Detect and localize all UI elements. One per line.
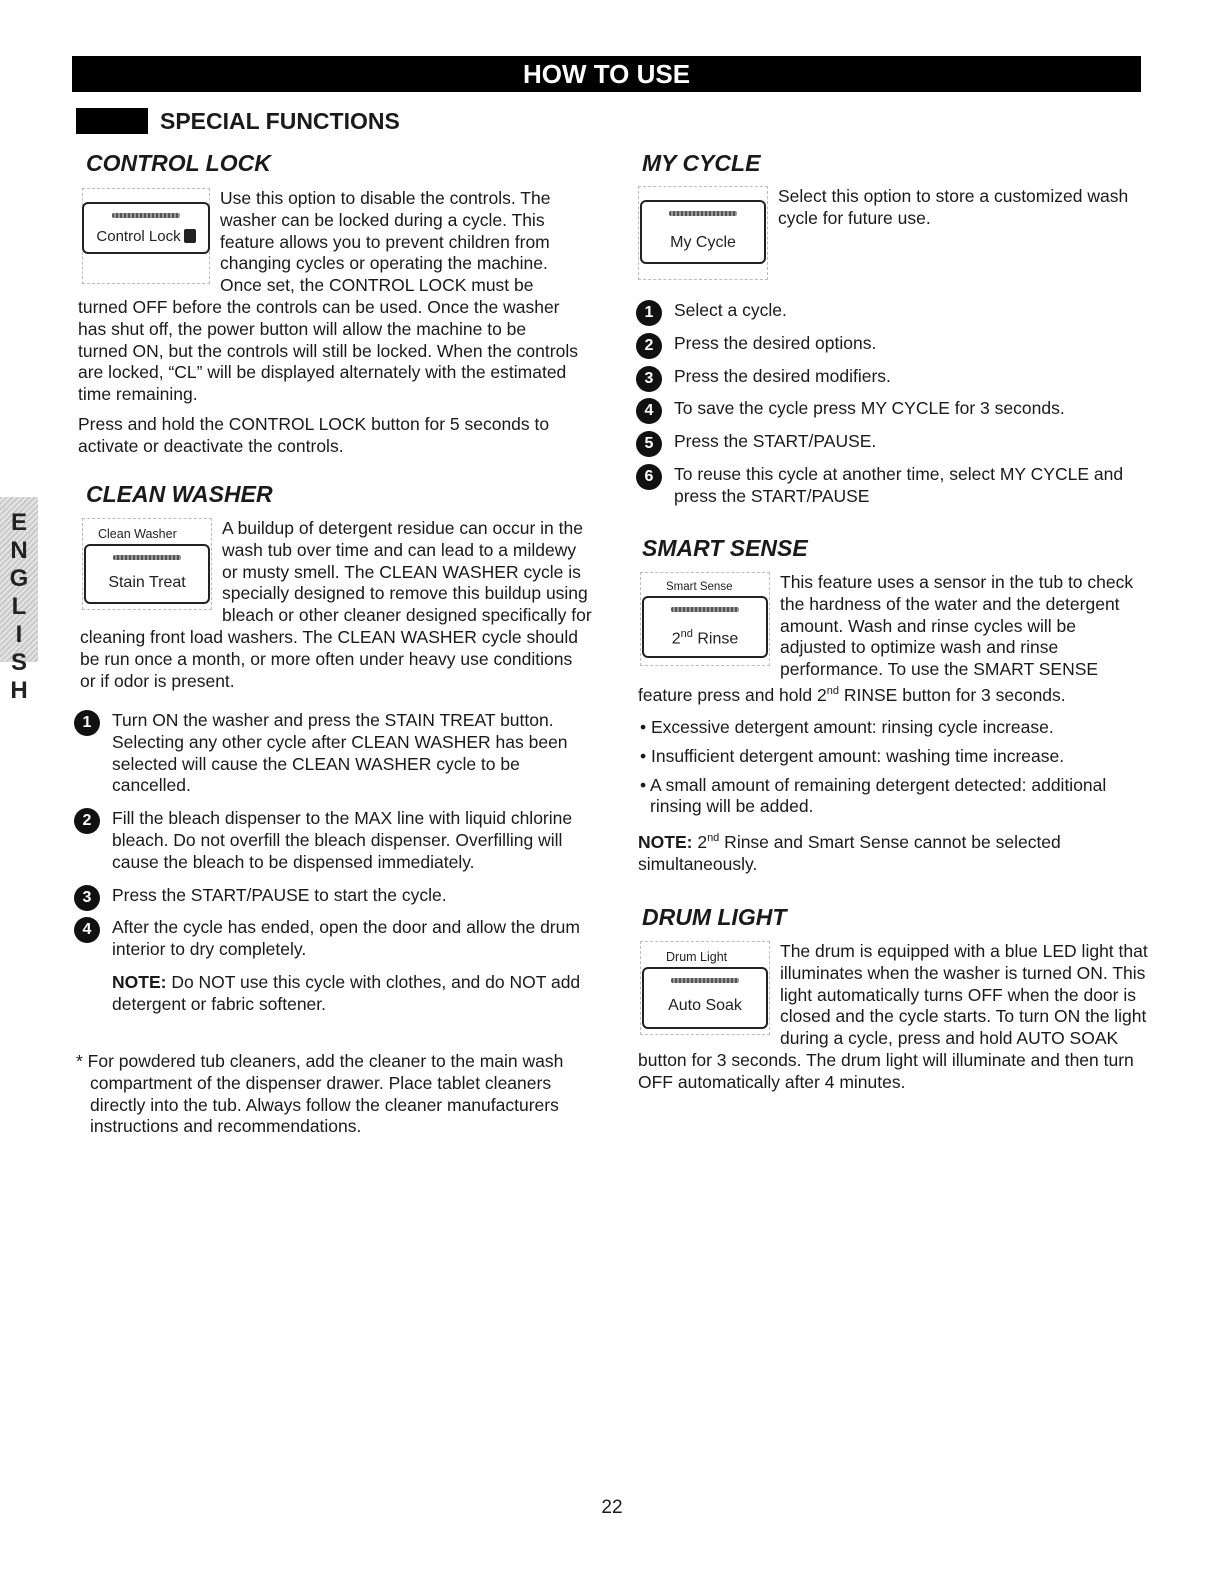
step-number-icon: 4 — [636, 398, 662, 424]
note-b: Rinse and Smart Sense cannot be selected simultaneously. — [638, 831, 1061, 874]
section-header — [76, 106, 400, 136]
side-tab-letters — [3, 509, 35, 705]
note-sup: nd — [707, 832, 720, 844]
control-lock-key-text: Control Lock — [96, 228, 181, 245]
note-text: Do NOT use this cycle with clothes, and do NOT add detergent or fabric softener. — [112, 971, 581, 1014]
step-text: To save the cycle press MY CYCLE for 3 seconds. — [674, 398, 1065, 419]
my-cycle-steps — [636, 300, 1156, 519]
section-bar — [76, 108, 148, 134]
step-text: After the cycle has ended, open the door and allow the drum interior to dry completely. — [112, 917, 580, 960]
step-number-icon: 1 — [74, 710, 100, 736]
drum-light-button-graphic — [638, 941, 772, 1035]
drum-light-top-label: Drum Light — [666, 950, 728, 964]
step-number-icon: 2 — [636, 333, 662, 359]
my-cycle-key — [640, 200, 766, 264]
second-rinse-key-label — [644, 624, 766, 650]
clean-washer-title: CLEAN WASHER — [86, 481, 273, 507]
indicator-line — [112, 213, 180, 218]
control-lock-para2: Press and hold the CONTROL LOCK button for 5 seconds to activate or deactivate the controls. — [78, 413, 550, 456]
auto-soak-key — [642, 967, 768, 1029]
side-tab-letter: I — [15, 621, 23, 648]
step-number-icon: 5 — [636, 431, 662, 457]
side-tab-letter: L — [11, 593, 27, 620]
smart-sense-top-label: Smart Sense — [666, 581, 733, 593]
smart-sense-title: SMART SENSE — [642, 535, 808, 561]
my-cycle-button-graphic — [636, 186, 770, 280]
step-number-icon: 6 — [636, 464, 662, 490]
step-number-icon: 3 — [74, 885, 100, 911]
step-item — [636, 333, 1156, 355]
section-title: SPECIAL FUNCTIONS — [160, 107, 400, 134]
control-lock-para1: Use this option to disable the controls. The washer can be locked during a cycle. This feature allows you to prevent children from changing cycles or operating the machine. Once set, the CONTROL LOCK must be turned OFF before the controls can be used. Once the washer has shut off, the power button will allow the machine to be turned ON, but the controls will still be locked. When the controls are locked, “CL” will be displayed alternately with the estimated time remaining. — [78, 188, 578, 405]
rinse-sup: nd — [680, 628, 693, 640]
note-label: NOTE: — [112, 971, 167, 992]
step-item — [636, 300, 1156, 322]
smart-sense-text — [638, 572, 1138, 715]
my-cycle-para: Select this option to store a customized wash cycle for future use. — [778, 186, 1129, 228]
bullet-item: • Excessive detergent amount: rinsing cycle increase. — [640, 717, 1054, 737]
step-item — [636, 431, 1156, 453]
auto-soak-key-label: Auto Soak — [668, 997, 742, 1014]
step-number-icon: 1 — [636, 300, 662, 326]
side-tab-letter: N — [10, 537, 28, 564]
drum-light-para: The drum is equipped with a blue LED light that illuminates when the washer is turned ON. This light automatically turns OFF when the door is closed and the cycle starts. To turn ON the light during a cycle, press and hold AUTO SOAK button for 3 seconds. The drum light will illuminate and then turn OFF automatically after 4 minutes. — [638, 941, 1148, 1092]
clean-washer-button-graphic — [80, 518, 214, 612]
smart-sense-para-b: RINSE button for 3 seconds. — [839, 684, 1066, 705]
side-tab-letter: E — [10, 509, 27, 536]
control-lock-title: CONTROL LOCK — [86, 150, 271, 176]
step-item — [636, 366, 1156, 388]
step-text: Press the START/PAUSE. — [674, 431, 877, 452]
clean-washer-top-label: Clean Washer — [98, 527, 177, 541]
note-item — [74, 972, 594, 1016]
step-number-icon: 3 — [636, 366, 662, 392]
my-cycle-title: MY CYCLE — [642, 150, 761, 176]
control-lock-text — [78, 188, 578, 466]
second-rinse-key — [642, 596, 768, 658]
control-lock-key-label — [84, 226, 208, 248]
side-tab-letter: H — [10, 677, 28, 704]
drum-light-text — [638, 941, 1150, 1102]
side-tab-letter: G — [9, 565, 29, 592]
drum-light-title: DRUM LIGHT — [642, 904, 787, 930]
clean-washer-steps — [74, 710, 594, 1027]
step-item — [74, 808, 594, 873]
step-item — [74, 917, 594, 961]
step-text: Press the desired modifiers. — [674, 365, 891, 386]
step-item — [636, 398, 1156, 420]
indicator-line — [671, 607, 739, 612]
step-text: To reuse this cycle at another time, select MY CYCLE and press the START/PAUSE — [674, 463, 1124, 506]
step-text: Press the START/PAUSE to start the cycle. — [112, 884, 447, 905]
step-number-icon: 4 — [74, 917, 100, 943]
page-banner: HOW TO USE — [72, 56, 1141, 92]
clean-washer-text — [80, 518, 592, 700]
my-cycle-key-label: My Cycle — [670, 234, 736, 251]
bullet-item: • A small amount of remaining detergent detected: additional rinsing will be added. — [640, 774, 1107, 817]
step-text: Select a cycle. — [674, 300, 787, 320]
stain-treat-key-label: Stain Treat — [108, 574, 186, 591]
page-number: 22 — [601, 1497, 623, 1518]
step-item — [74, 710, 594, 797]
smart-sense-bullets — [640, 717, 1150, 825]
step-text: Turn ON the washer and press the STAIN TREAT button. Selecting any other cycle after CLEAN WASHER has been selected will cause the CLEAN WASHER cycle to be cancelled. — [112, 710, 568, 796]
smart-sense-note — [638, 828, 1138, 875]
smart-sense-para-a: This feature uses a sensor in the tub to check the hardness of the water and the detergent amount. Wash and rinse cycles will be adjusted to optimize wash and rinse performance. To use the SMART SENSE feature press and hold 2 — [638, 572, 1134, 705]
smart-sense-para-sup: nd — [826, 684, 839, 697]
clean-washer-para: A buildup of detergent residue can occur in the wash tub over time and can lead to a mildewy or musty smell. The CLEAN WASHER cycle is specially designed to remove this buildup using bleach or other cleaner designed specifically for cleaning front load washers. The CLEAN WASHER cycle should be run once a month, or more often under heavy use conditions or if odor is present. — [80, 518, 592, 691]
indicator-line — [671, 978, 739, 983]
rinse-word: Rinse — [692, 630, 739, 648]
stain-treat-key — [84, 544, 210, 604]
smart-sense-button-graphic — [638, 572, 772, 666]
step-item — [74, 885, 594, 907]
step-text: Press the desired options. — [674, 332, 877, 353]
control-lock-button-graphic — [78, 188, 212, 284]
step-text: Fill the bleach dispenser to the MAX line with liquid chlorine bleach. Do not overfill the bleach dispenser. Overfilling will cause the bleach to be dispensed immediately. — [112, 808, 573, 872]
bullet-item: • Insufficient detergent amount: washing time increase. — [640, 745, 1065, 766]
step-number-icon: 2 — [74, 808, 100, 834]
rinse-num: 2 — [671, 630, 681, 648]
indicator-line — [669, 211, 737, 216]
language-side-tab — [0, 497, 38, 704]
side-tab-letter: S — [10, 649, 27, 676]
note-label: NOTE: — [638, 831, 693, 852]
lock-icon — [184, 229, 196, 243]
note-a: 2 — [692, 831, 708, 852]
clean-washer-footnote: * For powdered tub cleaners, add the cleaner to the main wash compartment of the dispenser drawer. Place tablet cleaners directly into the tub. Always follow the cleaner manufacturers instructions and recommendations. — [76, 1051, 564, 1137]
my-cycle-text — [636, 186, 1136, 280]
step-item — [636, 464, 1156, 508]
control-lock-key — [82, 202, 210, 254]
indicator-line — [113, 555, 181, 560]
